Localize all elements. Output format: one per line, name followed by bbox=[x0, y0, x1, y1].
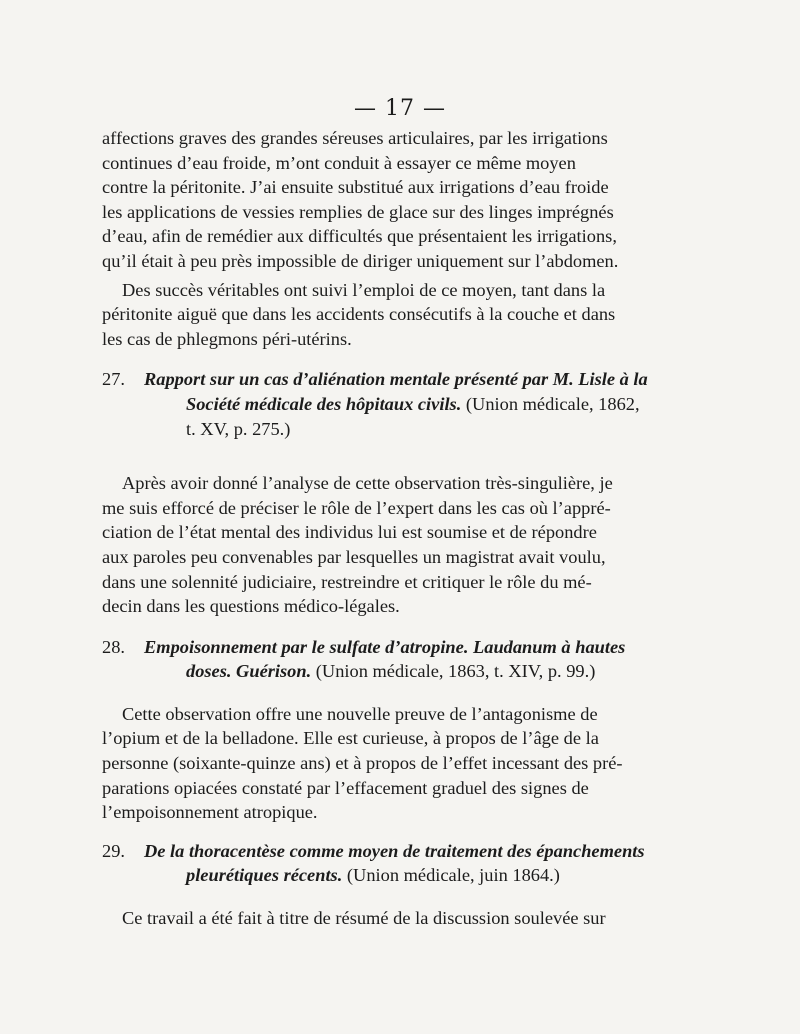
paragraph-3 bbox=[102, 471, 724, 619]
entry-second-line bbox=[102, 392, 724, 417]
page-number: — 17 — bbox=[354, 96, 446, 121]
text-line: Cette observation offre une nouvelle preuve de l’antagonisme de bbox=[122, 703, 598, 724]
text-line: les cas de phlegmons péri-utérins. bbox=[102, 328, 352, 349]
entry-reference: t. XV, p. 275.) bbox=[186, 418, 291, 439]
entry-reference: (Union médicale, 1863, t. XIV, p. 99.) bbox=[311, 661, 596, 682]
text-line: aux paroles peu convenables par lesquelles un magistrat avait voulu, bbox=[102, 546, 606, 567]
text-line: d’eau, afin de remédier aux difficultés que présentaient les irrigations, bbox=[102, 226, 617, 247]
entry-title: pleurétiques récents. bbox=[186, 865, 343, 886]
entry-first-line bbox=[102, 635, 724, 660]
entry-title: De la thoracentèse comme moyen de traitement des épanchements bbox=[144, 840, 645, 861]
entry-reference: (Union médicale, juin 1864.) bbox=[342, 865, 560, 886]
entry-first-line bbox=[102, 367, 724, 392]
entry-number: 29. bbox=[102, 840, 125, 861]
entry-second-line bbox=[102, 659, 724, 684]
text-line: l’empoisonnement atropique. bbox=[102, 802, 318, 823]
bibliography-entry-27 bbox=[102, 367, 724, 441]
text-line: parations opiacées constaté par l’effacement graduel des signes de bbox=[102, 777, 589, 798]
entry-reference: (Union médicale, 1862, bbox=[461, 393, 640, 414]
entry-second-line bbox=[102, 863, 724, 888]
page-body bbox=[102, 126, 724, 931]
text-line: Des succès véritables ont suivi l’emploi de ce moyen, tant dans la bbox=[122, 279, 606, 300]
entry-title: Rapport sur un cas d’aliénation mentale présenté par M. Lisle à la bbox=[144, 369, 648, 390]
text-line: personne (soixante-quinze ans) et à propos de l’effet incessant des pré- bbox=[102, 753, 623, 774]
text-line: decin dans les questions médico-légales. bbox=[102, 596, 400, 617]
entry-number: 28. bbox=[102, 636, 125, 657]
bibliography-entry-28 bbox=[102, 635, 724, 684]
text-line: dans une solennité judiciaire, restreindre et critiquer le rôle du mé- bbox=[102, 571, 592, 592]
paragraph-5 bbox=[102, 906, 724, 931]
text-line: affections graves des grandes séreuses articulaires, par les irrigations bbox=[102, 128, 608, 148]
paragraph-1 bbox=[102, 126, 724, 274]
text-line: ciation de l’état mental des individus lui est soumise et de répondre bbox=[102, 522, 597, 543]
text-line: Ce travail a été fait à titre de résumé de la discussion soulevée sur bbox=[122, 908, 606, 929]
entry-first-line bbox=[102, 839, 724, 864]
text-line: qu’il était à peu près impossible de diriger uniquement sur l’abdomen. bbox=[102, 250, 619, 271]
paragraph-4 bbox=[102, 702, 724, 825]
text-line: les applications de vessies remplies de glace sur des linges imprégnés bbox=[102, 201, 614, 222]
paragraph-2 bbox=[102, 278, 724, 352]
bibliography-entry-29 bbox=[102, 839, 724, 888]
text-line: continues d’eau froide, m’ont conduit à essayer ce même moyen bbox=[102, 152, 576, 173]
entry-title: Empoisonnement par le sulfate d’atropine. Laudanum à hautes bbox=[144, 636, 626, 657]
entry-number: 27. bbox=[102, 369, 125, 390]
text-line: Après avoir donné l’analyse de cette observation très-singulière, je bbox=[122, 473, 613, 494]
entry-title: Société médicale des hôpitaux civils. bbox=[186, 393, 462, 414]
entry-title: doses. Guérison. bbox=[186, 661, 312, 682]
text-line: péritonite aiguë que dans les accidents consécutifs à la couche et dans bbox=[102, 304, 616, 325]
text-line: contre la péritonite. J’ai ensuite substitué aux irrigations d’eau froide bbox=[102, 177, 609, 198]
text-line: l’opium et de la belladone. Elle est curieuse, à propos de l’âge de la bbox=[102, 728, 599, 749]
text-line: me suis efforcé de préciser le rôle de l’expert dans les cas où l’appré- bbox=[102, 497, 611, 518]
